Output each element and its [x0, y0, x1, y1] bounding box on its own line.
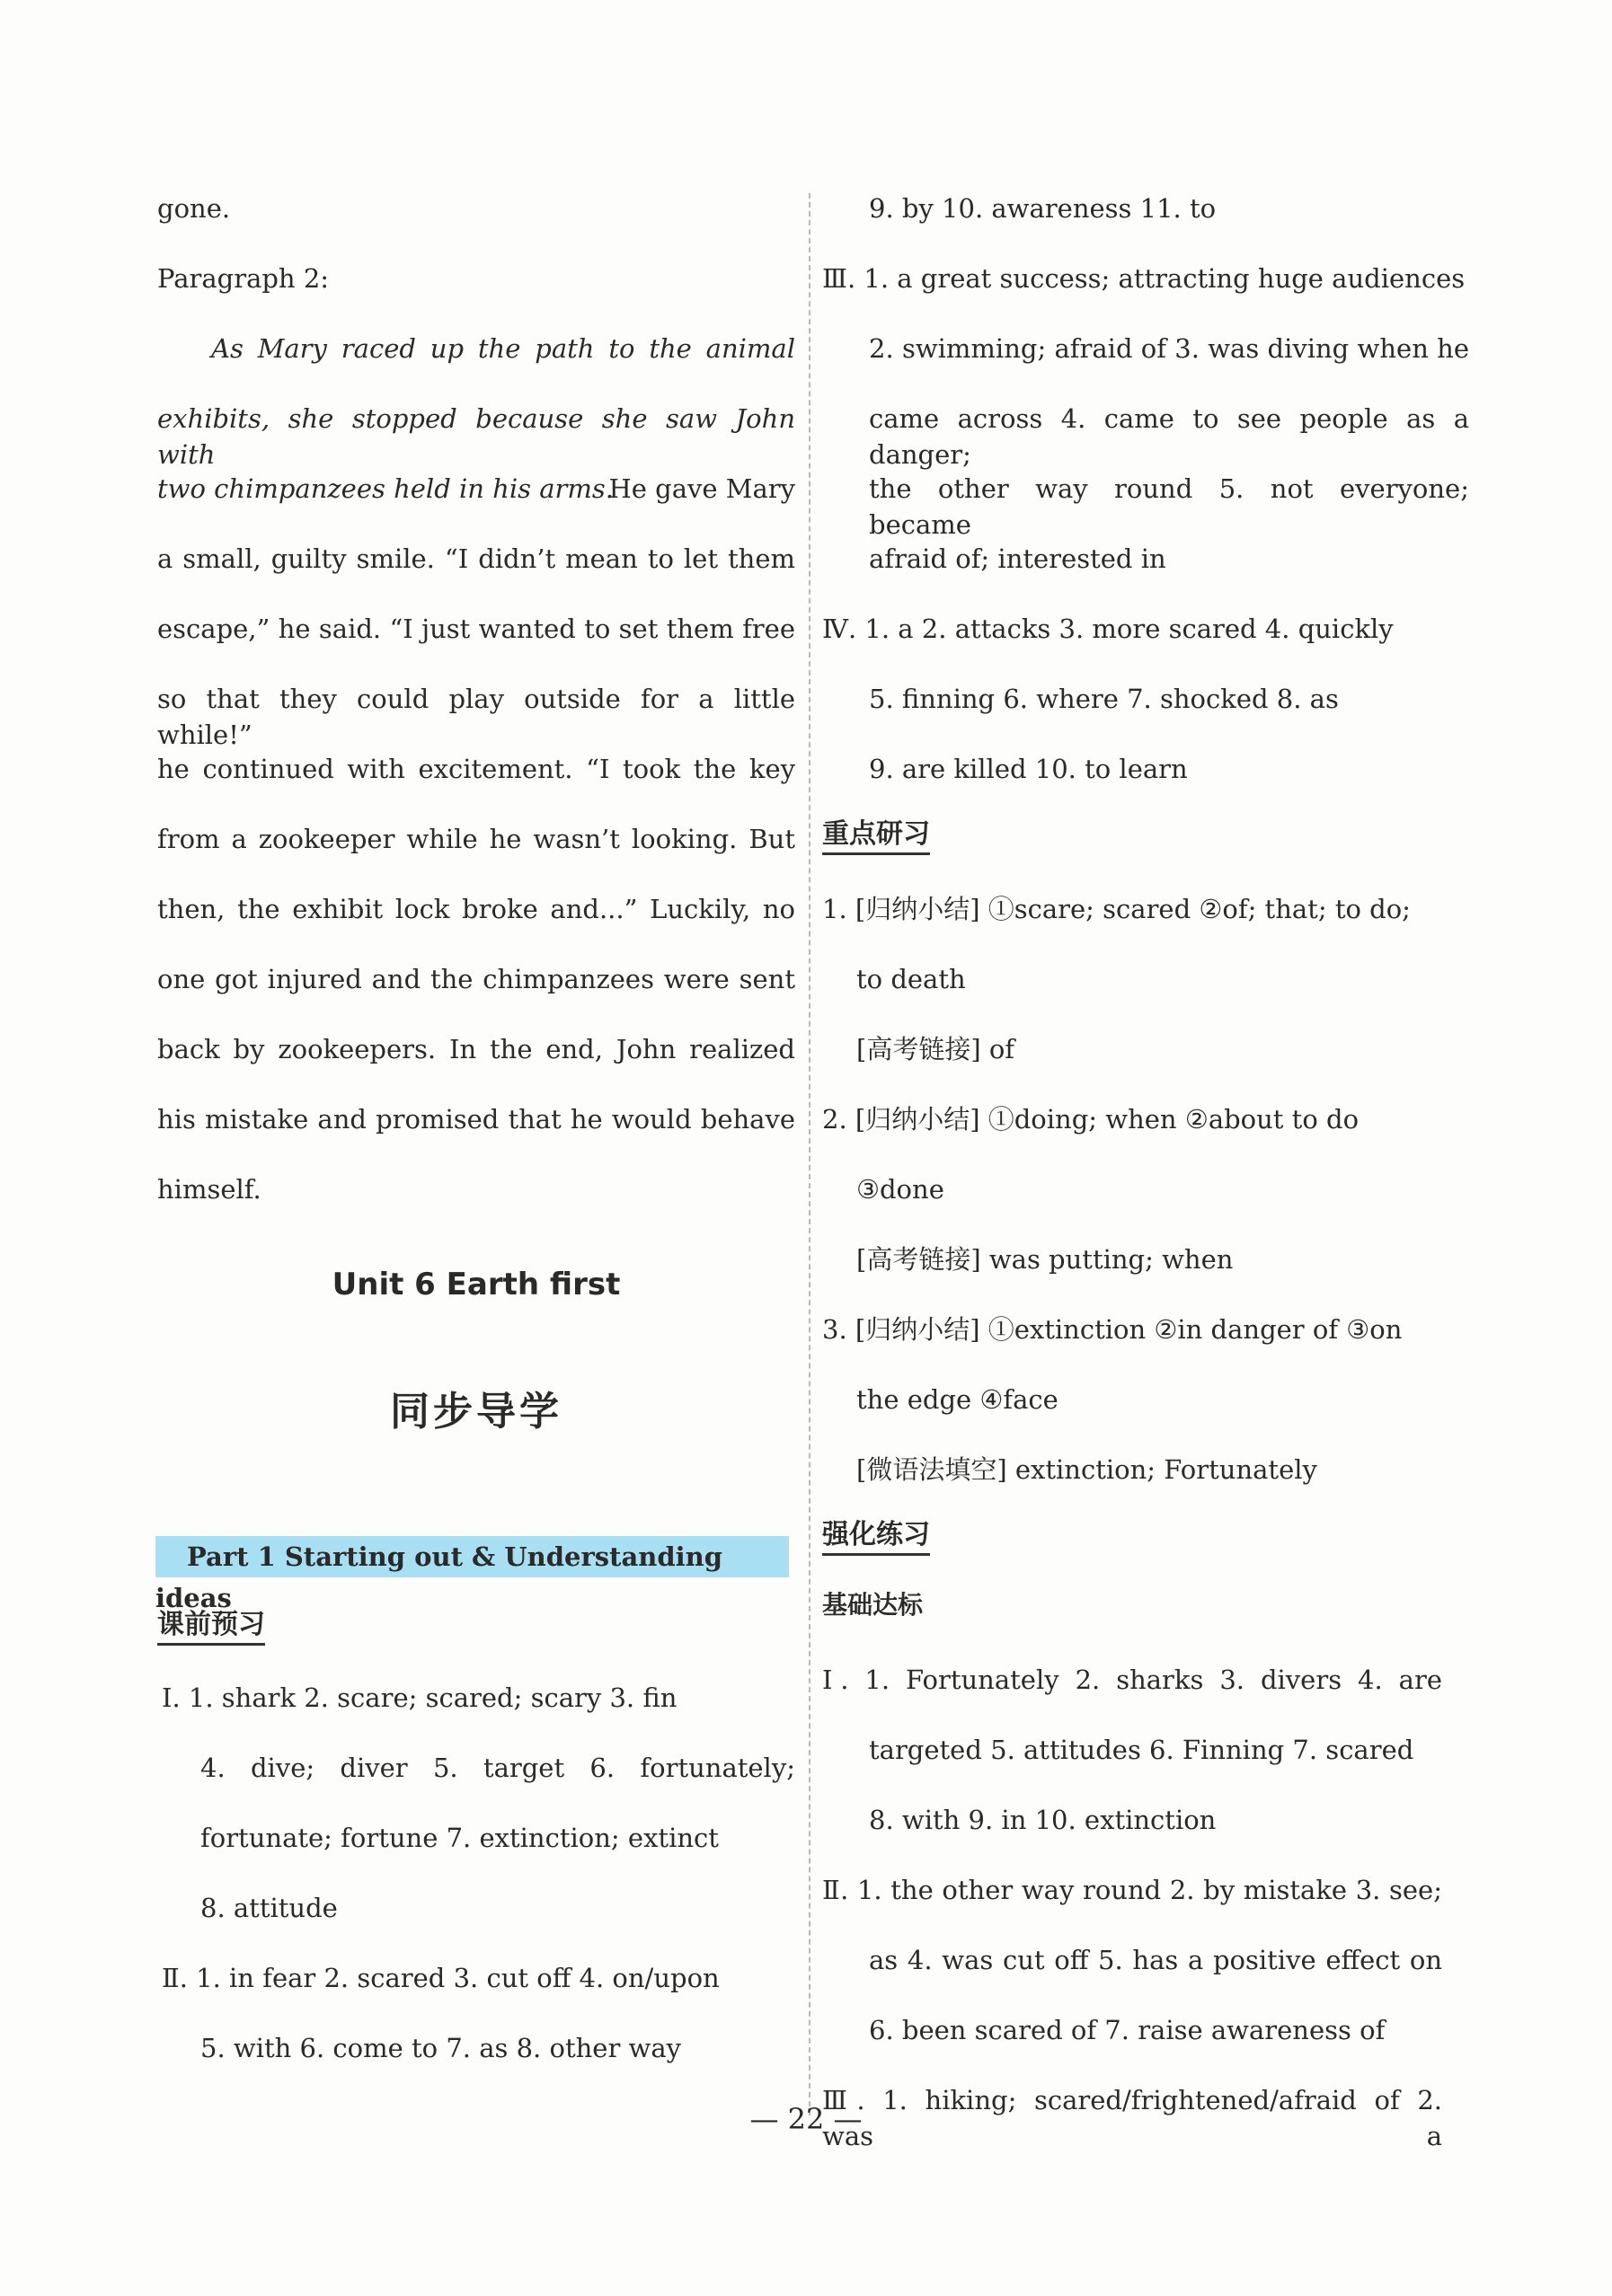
answer-line: 5. finning 6. where 7. shocked 8. as: [869, 684, 1339, 714]
section-title: 同步导学: [390, 1389, 562, 1435]
answer-line: Ⅲ. 1. a great success; attracting huge audiences: [822, 263, 1466, 294]
text-line: then, the exhibit lock broke and...” Luckily, no: [157, 894, 795, 924]
answer-line: 8. with 9. in 10. extinction: [869, 1805, 1217, 1835]
answer-line: as 4. was cut off 5. has a positive effect on: [869, 1945, 1442, 1975]
answer-line: Ⅱ. 1. in fear 2. scared 3. cut off 4. on/upon: [162, 1963, 720, 1993]
answer-line: Ⅰ. 1. shark 2. scare; scared; scary 3. fin: [162, 1682, 678, 1713]
section-heading-key: 重点研习: [822, 817, 930, 855]
answer-line: to death: [856, 964, 966, 994]
text-line: he continued with excitement. “I took the key: [157, 754, 795, 784]
answer-line: the edge ④face: [856, 1384, 1058, 1415]
answer-line: [微语法填空] extinction; Fortunately: [856, 1454, 1317, 1485]
answer-line: 5. with 6. come to 7. as 8. other way: [200, 2033, 682, 2063]
text-line: his mistake and promised that he would behave: [157, 1104, 795, 1135]
answer-line: fortunate; fortune 7. extinction; extinct: [200, 1823, 719, 1853]
text-line: himself.: [157, 1174, 261, 1205]
text-line: [157, 471, 795, 507]
answer-line: 4. dive; diver 5. target 6. fortunately;: [200, 1753, 795, 1783]
section-heading-practice: 强化练习: [822, 1518, 930, 1556]
text-line: exhibits, she stopped because she saw John with: [157, 403, 795, 470]
page-number: — 22 —: [749, 2102, 863, 2136]
answer-line: 6. been scared of 7. raise awareness of: [869, 2015, 1386, 2045]
section-heading-preview: 课前预习: [157, 1608, 265, 1646]
text-line: Paragraph 2:: [157, 263, 330, 294]
part-banner: Part 1 Starting out & Understanding ideas: [155, 1536, 789, 1577]
answer-line: [高考链接] of: [856, 1034, 1015, 1064]
answer-line: targeted 5. attitudes 6. Finning 7. scared: [869, 1735, 1414, 1765]
text-line: from a zookeeper while he wasn’t looking. But: [157, 824, 795, 854]
column-divider: [809, 193, 810, 2115]
text-line: As Mary raced up the path to the animal: [211, 333, 795, 364]
answer-line: ③done: [856, 1174, 944, 1205]
text-line: a small, guilty smile. “I didn’t mean to let them: [157, 543, 795, 574]
answer-line: 9. are killed 10. to learn: [869, 754, 1188, 784]
answer-line: Ⅲ. 1. hiking; scared/frightened/afraid of 2. was a: [822, 2085, 1442, 2151]
answer-line: 9. by 10. awareness 11. to: [869, 193, 1217, 224]
answer-line: afraid of; interested in: [869, 543, 1166, 574]
text-italic: two chimpanzees held in his arms.: [157, 473, 614, 504]
answer-line: 2. swimming; afraid of 3. was diving when he: [869, 333, 1469, 364]
answer-line: 1. [归纳小结] ①scare; scared ②of; that; to do;: [822, 894, 1411, 924]
answer-line: 3. [归纳小结] ①extinction ②in danger of ③on: [822, 1314, 1403, 1345]
answer-line: came across 4. came to see people as a danger;: [869, 403, 1469, 470]
text-line: so that they could play outside for a little while!”: [157, 684, 795, 750]
subheading-basic: 基础达标: [822, 1590, 924, 1620]
answer-line: 2. [归纳小结] ①doing; when ②about to do: [822, 1104, 1360, 1135]
text-line: back by zookeepers. In the end, John realized: [157, 1034, 795, 1064]
answer-line: Ⅳ. 1. a 2. attacks 3. more scared 4. quickly: [822, 614, 1394, 644]
answer-line: the other way round 5. not everyone; became: [869, 473, 1469, 540]
unit-title: Unit 6 Earth first: [332, 1267, 621, 1303]
text-line: escape,” he said. “I just wanted to set them free: [157, 614, 795, 644]
answer-line: Ⅰ. 1. Fortunately 2. sharks 3. divers 4. are: [822, 1665, 1442, 1695]
answer-line: 8. attitude: [200, 1893, 338, 1923]
answer-line: [高考链接] was putting; when: [856, 1244, 1234, 1275]
text-line: one got injured and the chimpanzees were sent: [157, 964, 795, 994]
text-plain: He gave Mary: [608, 473, 795, 504]
answer-line: Ⅱ. 1. the other way round 2. by mistake 3. see;: [822, 1875, 1442, 1905]
text-line: gone.: [157, 193, 231, 224]
